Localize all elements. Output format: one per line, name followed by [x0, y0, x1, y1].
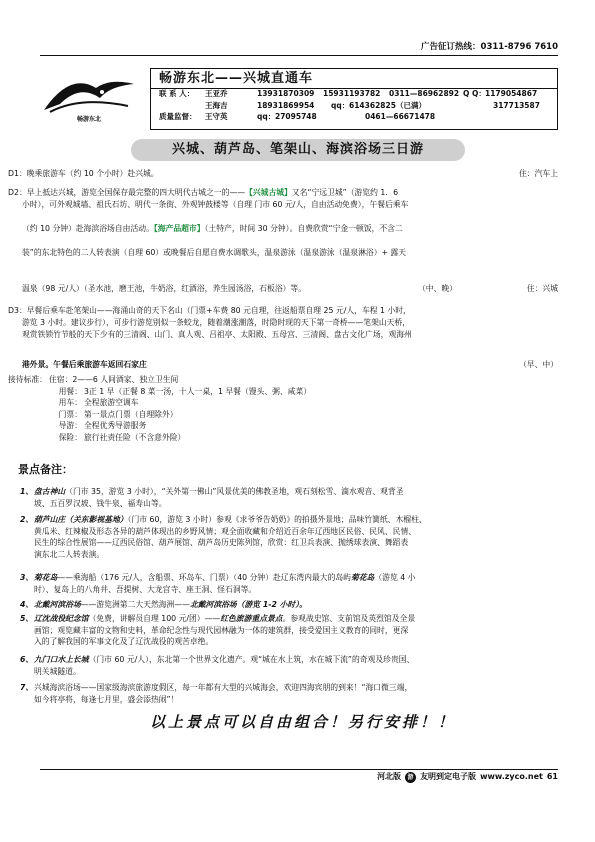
page-number: 61 [546, 772, 558, 782]
standard-row [8, 421, 558, 433]
day-1-label: D1： [8, 169, 27, 178]
supervision-row [159, 112, 549, 124]
standard-label: 门票： [58, 409, 82, 419]
service-standards [8, 375, 558, 444]
free-combination-slogan: 以上景点可以自由组合！另行安排！！ [150, 713, 457, 731]
contact-1-qq: 1179054867 [485, 89, 538, 98]
note-3-name: 菊花岛 [34, 573, 58, 582]
supervision-qq: 27095748 [275, 112, 317, 121]
standard-row [8, 375, 558, 387]
header-title: 畅游东北——兴城直通车 [159, 71, 314, 86]
itinerary-day-2-line-4: 装”的东北特色的二人转表演（自理 60）或晚餐后自愿自费水调歌头，温泉游泳（温泉游泳（温泉淋浴）+ 露天 [22, 248, 407, 257]
contact-2-qq-label: qq： [331, 100, 350, 110]
contact-2-phone: 18931869954 [257, 100, 315, 110]
note-1-name: 盘古神山 [34, 487, 66, 496]
standard-value: 2——6 人间酒家、独立卫生间 [72, 375, 179, 384]
contact-box [150, 68, 558, 130]
day-1-stay: 住：汽车上 [519, 169, 558, 178]
footer-website: www.zyco.net [480, 772, 543, 782]
standard-label: 导游： [58, 421, 82, 430]
standard-label: 用车： [58, 398, 82, 407]
standards-title: 接待标准： [8, 375, 47, 384]
xingcheng-ancient-city-highlight: 【兴城古城】 [245, 188, 292, 197]
contact-2-name: 王海吉 [205, 100, 228, 110]
contact-row-1 [159, 89, 549, 101]
tour-title-banner: 兴城、葫芦岛、笔架山、海滨浴场三日游 [131, 139, 465, 161]
contact-1-tel: 0311—86962892 [389, 89, 460, 98]
seafood-market-highlight: 【海产品超市】 [153, 224, 205, 233]
itinerary-day-3-line-1: D3：早餐后乘车赴笔架山——海涌山奇的天下名山（门票+车费 80 元自理，往返船票自理 25 元/人，车程 1 小时， [8, 306, 411, 315]
itinerary-day-2-line-5: 温泉（98 元/人）（圣水池，磨王池，牛奶浴，红酒浴，养生园汤浴，石板浴）等。 （中、晚） 住：兴城 [22, 284, 558, 293]
day-3-meals: （早、中） [519, 360, 558, 369]
standard-row [8, 433, 558, 445]
standard-value: 旅行社责任险（不含意外险） [84, 432, 186, 442]
note-item-1: 1、 盘古神山（门市 35，游览 3 小时），“关外第一佛山”风景优美的佛教圣地，观石刻松雪、滴水观音、观背圣 坡、五百罗汉坡、钱牛泉、福寿山等。 [20, 487, 404, 508]
logo-bird-icon [40, 70, 138, 116]
contact-1-phone-b: 15931193782 [323, 89, 381, 98]
ad-hotline: 广告征订热线：0311-8796 7610 [421, 42, 558, 52]
contact-row-2 [159, 101, 549, 113]
note-item-7: 7、 兴城海滨浴场——国家级海滨旅游度假区，每一年都有大型的兴城海会，欢迎四海宾朋的到来！“海口微三端， 如今将亭将，每逢七月里，盛会添热闹”！ [20, 683, 413, 704]
attraction-notes-title: 景点备注： [18, 463, 73, 476]
supervision-qq-label: qq： [257, 112, 276, 121]
supervision-label: 质量监督： [159, 112, 197, 121]
standard-label: 住宿： [48, 375, 73, 384]
contact-1-qq-label: Q Q： [463, 89, 486, 98]
contact-2-qq-b: 317713587 [493, 100, 540, 110]
footer-region: 河北版 [377, 772, 402, 782]
itinerary-day-3-line-3: 观赏铁锁竹节般的天下少有的三清阁、山门、真人观、吕祖亭、太阳殿、五母宫、三清阁、盘古文化广场，观海州 [22, 330, 412, 339]
logo-text: 畅游东北 [76, 116, 101, 123]
standard-value: 全程旅游空调车 [84, 398, 139, 407]
note-6-name: 九门口水上长城 [34, 655, 89, 664]
standard-label: 保险： [58, 432, 82, 442]
note-item-3: 3、 菊花岛——乘海船（176 元/人，含船票、环岛车、门票）（40 分钟）赴辽东湾内最大的岛屿菊花岛（游览 4 小 时）、复岛上的八角井、吾提树、大龙宫寺、座王洞、怪石洞等。 [20, 573, 416, 594]
itinerary-day-2-line-1: D2：早上抵达兴城，游览全国保存最完整的四大明代古城之一的——【兴城古城】又名“宁远卫城”（游览约 1．6 [8, 188, 399, 197]
itinerary-day-3-line-4: 港外景。午餐后乘旅游车返回石家庄 （早、中） [22, 360, 558, 369]
standard-value: 第一景点门票（自理除外） [84, 409, 178, 419]
note-item-6: 6、 九门口水上长城（门市 60 元/人），东北第一个世界文化遗产。观“城在水上筑，水在城下流”的奇观及珍贵国、 明关城隧道。 [20, 655, 415, 676]
note-item-4: 4、 北戴河滨浴场——游览洲第二大天然海洲——北戴河滨浴场（游览 1-2 小时）。 [20, 600, 307, 609]
day-2-stay: 住：兴城 [526, 284, 558, 293]
standard-value: 3正 1 早（正餐 8 菜一汤，十人一桌，1 早餐（馒头、粥、咸菜） [84, 386, 312, 396]
page-footer [377, 772, 558, 783]
itinerary-day-2-line-3: （约 10 分钟）赴海滨浴场自由活动。【海产品超市】（土特产，时间 30 分钟）。自费欣赏“宁金一顿饭，不含二 [22, 224, 403, 233]
itinerary-day-2-line-2: 小时），可外观城墙、祖氏石坊、明代一条街、外观钟鼓楼等（自理 门市 60 元/人，自由活动免费），午餐后乘车 [22, 200, 409, 209]
top-divider [40, 55, 558, 56]
note-4-name: 北戴河滨浴场 [34, 600, 81, 609]
logo [40, 70, 138, 134]
supervision-name: 王守英 [205, 112, 228, 121]
note-2-name: 葫芦山庄（关东影视基地） [34, 515, 128, 524]
header-divider [151, 88, 557, 89]
standard-value: 全程优秀导游服务 [84, 421, 147, 430]
itinerary-day-3-line-2: 游览 3 小时。建议步行），可步行游览别似一条蛟龙，随着潮涨潮落，时隐时现的天下第一奇桥——笔架山天桥， [22, 318, 411, 327]
note-5-name: 辽沈战役纪念馆 [34, 614, 89, 623]
note-item-5: 5、 辽沈战役纪念馆（免费，讲解员自理 100 元/团）——红色旅游重点景点。参观战史馆、支前馆及英烈馆及全景 画馆；观览藏丰富的文物和史料，革命纪念性与现代园林融为一体的建筑群，接受爱国主义教育的同时，更深 入的了解我国的军事文化及了辽沈战役的观苦卓绝。 [20, 614, 416, 646]
note-item-2: 2、 葫芦山庄（关东影视基地）（门市 60，游览 3 小时）参观《求爷爷告奶奶》的拍摄外景地；品味竹簧纸、木榴柱、 黄瓜米、红辣椒及形态各异的葫芦体现出的乡野风情；观全面收藏和介绍近百余年辽西地区民俗、民风、民情、 民生的综合性展馆——辽西民俗馆、葫芦展馆、葫芦岛历史陈列馆，欣赏：红卫兵表演、抛绣球表演、舞蹈表 演东北二人转表演。 [20, 515, 427, 559]
footer-divider [40, 769, 558, 770]
itinerary-day-1 [8, 169, 558, 179]
contact-2-qq: 614362825（已满） [349, 100, 426, 110]
standard-row [8, 398, 558, 410]
standard-row [8, 410, 558, 422]
contact-1-phone-a: 13931870309 [257, 89, 315, 98]
supervision-tel: 0461—66671478 [365, 112, 436, 121]
contact-1-name: 王亚乔 [205, 89, 228, 98]
day-2-meals: （中、晚） [418, 284, 457, 293]
footer-badge-icon: 游 [405, 772, 416, 783]
day-1-text: 晚乘旅游车（约 10 个小时）赴兴城。 [26, 169, 159, 178]
standard-row [8, 387, 558, 399]
standard-label: 用餐： [58, 386, 82, 396]
footer-publication: 友明到定电子版 [420, 772, 477, 782]
contact-label: 联 系 人： [159, 89, 195, 98]
